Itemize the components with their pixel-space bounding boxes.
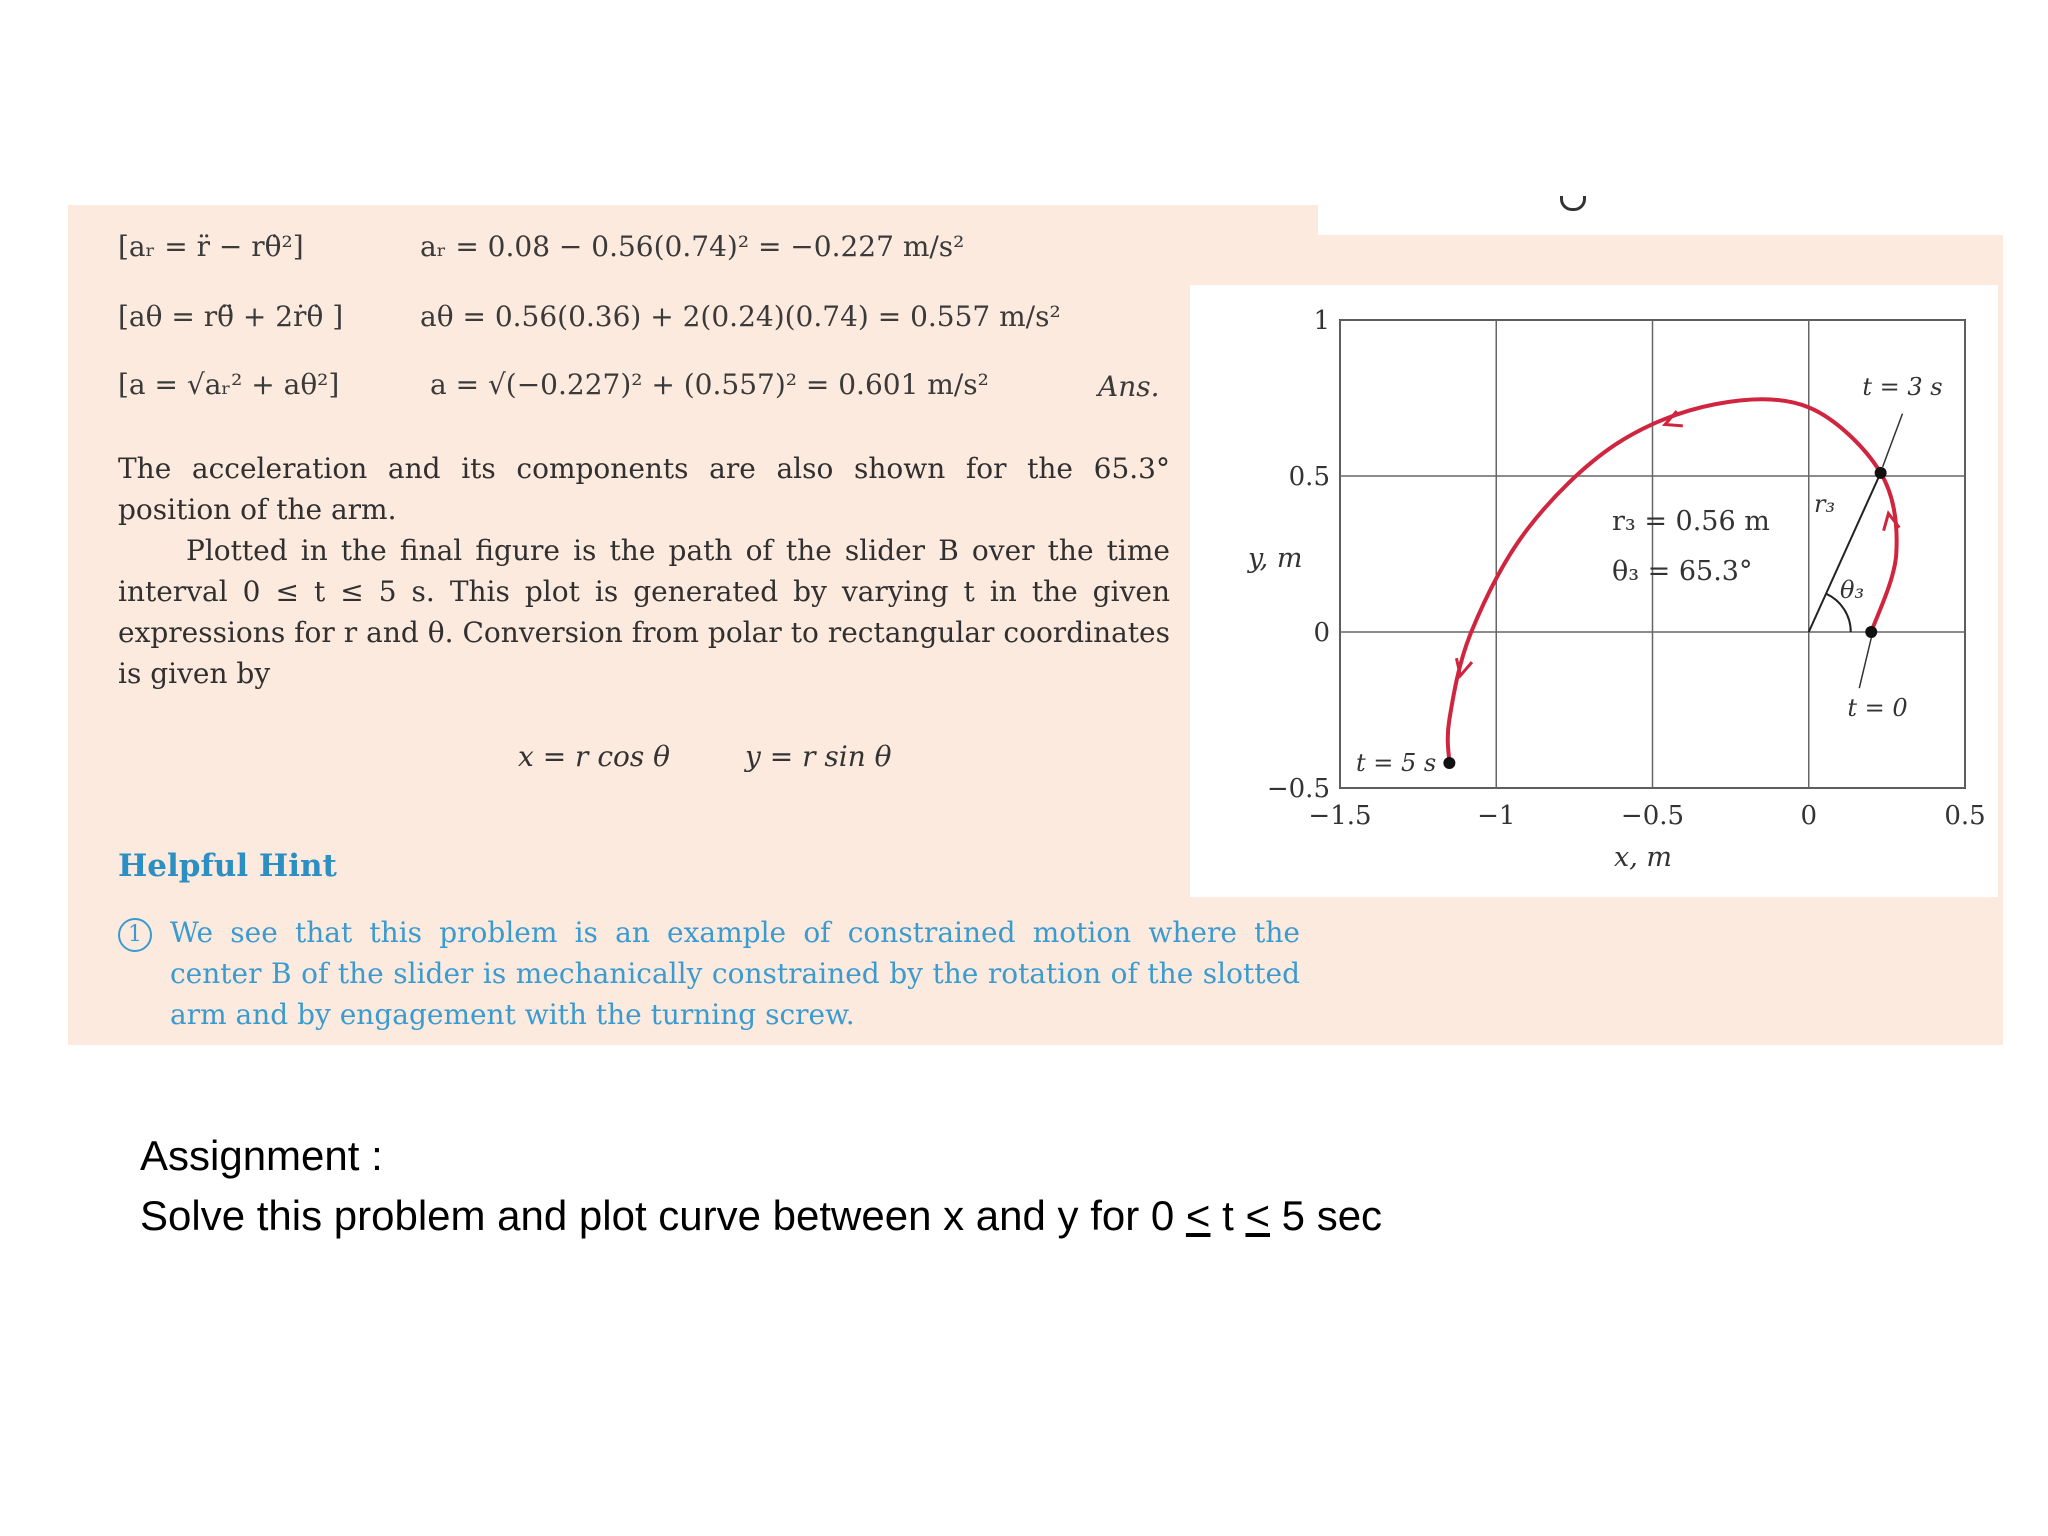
assignment-heading: Assignment : xyxy=(140,1132,383,1179)
equation-rule-a: [a = √aᵣ² + aθ²] xyxy=(118,368,340,401)
hint-title: Helpful Hint xyxy=(118,848,337,884)
theta3-value-annotation: θ₃ = 65.3° xyxy=(1612,556,1753,587)
ans-label: Ans. xyxy=(1098,370,1160,403)
equation-rule-ar: [aᵣ = r̈ − rθ̇²] xyxy=(118,230,304,263)
assignment-suffix: 5 sec xyxy=(1270,1192,1383,1239)
equation-calc-atheta: aθ = 0.56(0.36) + 2(0.24)(0.74) = 0.557 m/s² xyxy=(420,300,1061,333)
less-equal-2: < xyxy=(1245,1192,1270,1239)
paragraph-acceleration: The acceleration and its components are also shown for the 65.3° position of the arm. xyxy=(118,452,1170,526)
path-direction-arrows xyxy=(1456,411,1899,676)
leader-line-t0 xyxy=(1859,638,1871,688)
x-tick-label: −1.5 xyxy=(1308,801,1372,831)
r3-label: r₃ xyxy=(1814,490,1836,518)
r3-value-annotation: r₃ = 0.56 m xyxy=(1612,506,1770,537)
time-marker-label: t = 5 s xyxy=(1356,749,1437,778)
theta3-label: θ₃ xyxy=(1840,576,1865,604)
x-tick-label: −1 xyxy=(1477,801,1516,831)
y-axis-label: y, m xyxy=(1248,543,1303,574)
hint-number-badge: 1 xyxy=(118,918,152,952)
y-tick-label: −0.5 xyxy=(1266,774,1330,804)
x-axis-label: x, m xyxy=(1614,842,1672,873)
assignment-prefix: Solve this problem and plot curve between x and y for 0 xyxy=(140,1192,1186,1239)
hint-text: We see that this problem is an example of constrained motion where the center B of the slider is mechanically constrained by the rotation of the slotted arm and by engagement with the turning screw. xyxy=(170,916,1300,1031)
time-marker-point xyxy=(1443,757,1455,769)
equation-calc-ar: aᵣ = 0.08 − 0.56(0.74)² = −0.227 m/s² xyxy=(420,230,965,263)
assignment-instruction xyxy=(140,1192,1382,1240)
less-equal-1: < xyxy=(1185,1192,1211,1239)
equation-calc-a: a = √(−0.227)² + (0.557)² = 0.601 m/s² xyxy=(430,368,989,401)
conversion-y: y = r sin θ xyxy=(745,740,892,773)
x-tick-label: 0.5 xyxy=(1944,801,1986,831)
leader-line-t3 xyxy=(1883,414,1903,467)
time-marker-point xyxy=(1865,626,1877,638)
equation-rule-atheta: [aθ = rθ̈ + 2ṙθ̇ ] xyxy=(118,300,344,333)
time-marker-point xyxy=(1875,467,1887,479)
time-marker-label: t = 3 s xyxy=(1862,372,1943,401)
x-tick-label: 0 xyxy=(1800,801,1818,831)
assignment-mid: t xyxy=(1210,1192,1246,1239)
time-marker-label: t = 0 xyxy=(1847,694,1908,723)
y-tick-label: 0 xyxy=(1313,618,1330,648)
direction-arrow xyxy=(1456,658,1472,675)
paragraph-plot-description: Plotted in the final figure is the path of the slider B over the time interval 0 ≤ t ≤ 5 s. This plot is generated by varying t in the given expressions for r and θ. Conversion from polar to rectangular coordinates is given by xyxy=(118,534,1170,690)
y-tick-label: 0.5 xyxy=(1288,462,1330,492)
x-tick-label: −0.5 xyxy=(1620,801,1685,831)
y-tick-label: 1 xyxy=(1313,306,1330,336)
conversion-x: x = r cos θ xyxy=(518,740,671,773)
